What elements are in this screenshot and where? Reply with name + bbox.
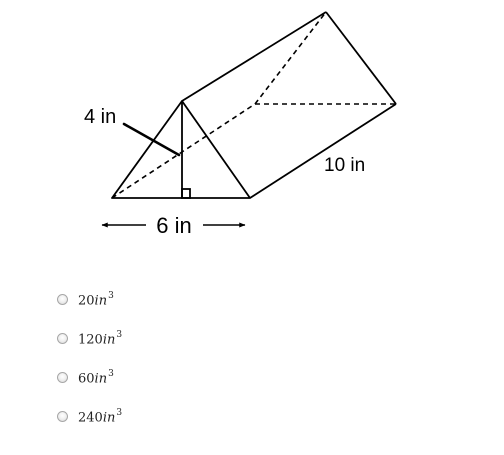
answer-coef: 120: [78, 332, 103, 348]
answer-option[interactable]: [56, 367, 122, 387]
radio-button[interactable]: [57, 333, 68, 344]
back-right-edge: [326, 12, 396, 104]
hidden-edge-bottom-left: [112, 104, 255, 198]
radio-button[interactable]: [57, 411, 68, 422]
answer-exponent: 3: [116, 407, 123, 418]
answer-exponent: 3: [108, 290, 114, 301]
length-label: 10 in: [324, 155, 366, 176]
base-label: 6 in: [156, 213, 192, 238]
answer-text: [78, 404, 122, 428]
front-triangle: [112, 101, 250, 198]
answer-options: [56, 289, 122, 445]
bottom-right-edge: [250, 104, 396, 198]
answer-unit: in: [102, 410, 116, 426]
answer-unit: in: [94, 371, 108, 387]
answer-option[interactable]: [56, 406, 122, 426]
answer-text: [78, 326, 122, 350]
answer-unit: in: [102, 332, 116, 348]
answer-text: [78, 287, 114, 311]
answer-option[interactable]: [56, 289, 122, 309]
answer-text: [78, 365, 114, 389]
height-label: 4 in: [84, 106, 117, 128]
answer-coef: 60: [78, 371, 95, 387]
radio-button[interactable]: [57, 294, 68, 305]
hidden-edge-back-left: [255, 12, 326, 104]
top-ridge-edge: [182, 12, 326, 101]
answer-coef: 240: [78, 410, 103, 426]
answer-coef: 20: [78, 293, 95, 309]
answer-exponent: 3: [108, 368, 114, 379]
right-angle-marker: [182, 189, 190, 198]
height-pointer-arrow: [124, 124, 179, 155]
answer-unit: in: [94, 293, 108, 309]
radio-button[interactable]: [57, 372, 68, 383]
answer-option[interactable]: [56, 328, 122, 348]
answer-exponent: 3: [116, 329, 123, 340]
